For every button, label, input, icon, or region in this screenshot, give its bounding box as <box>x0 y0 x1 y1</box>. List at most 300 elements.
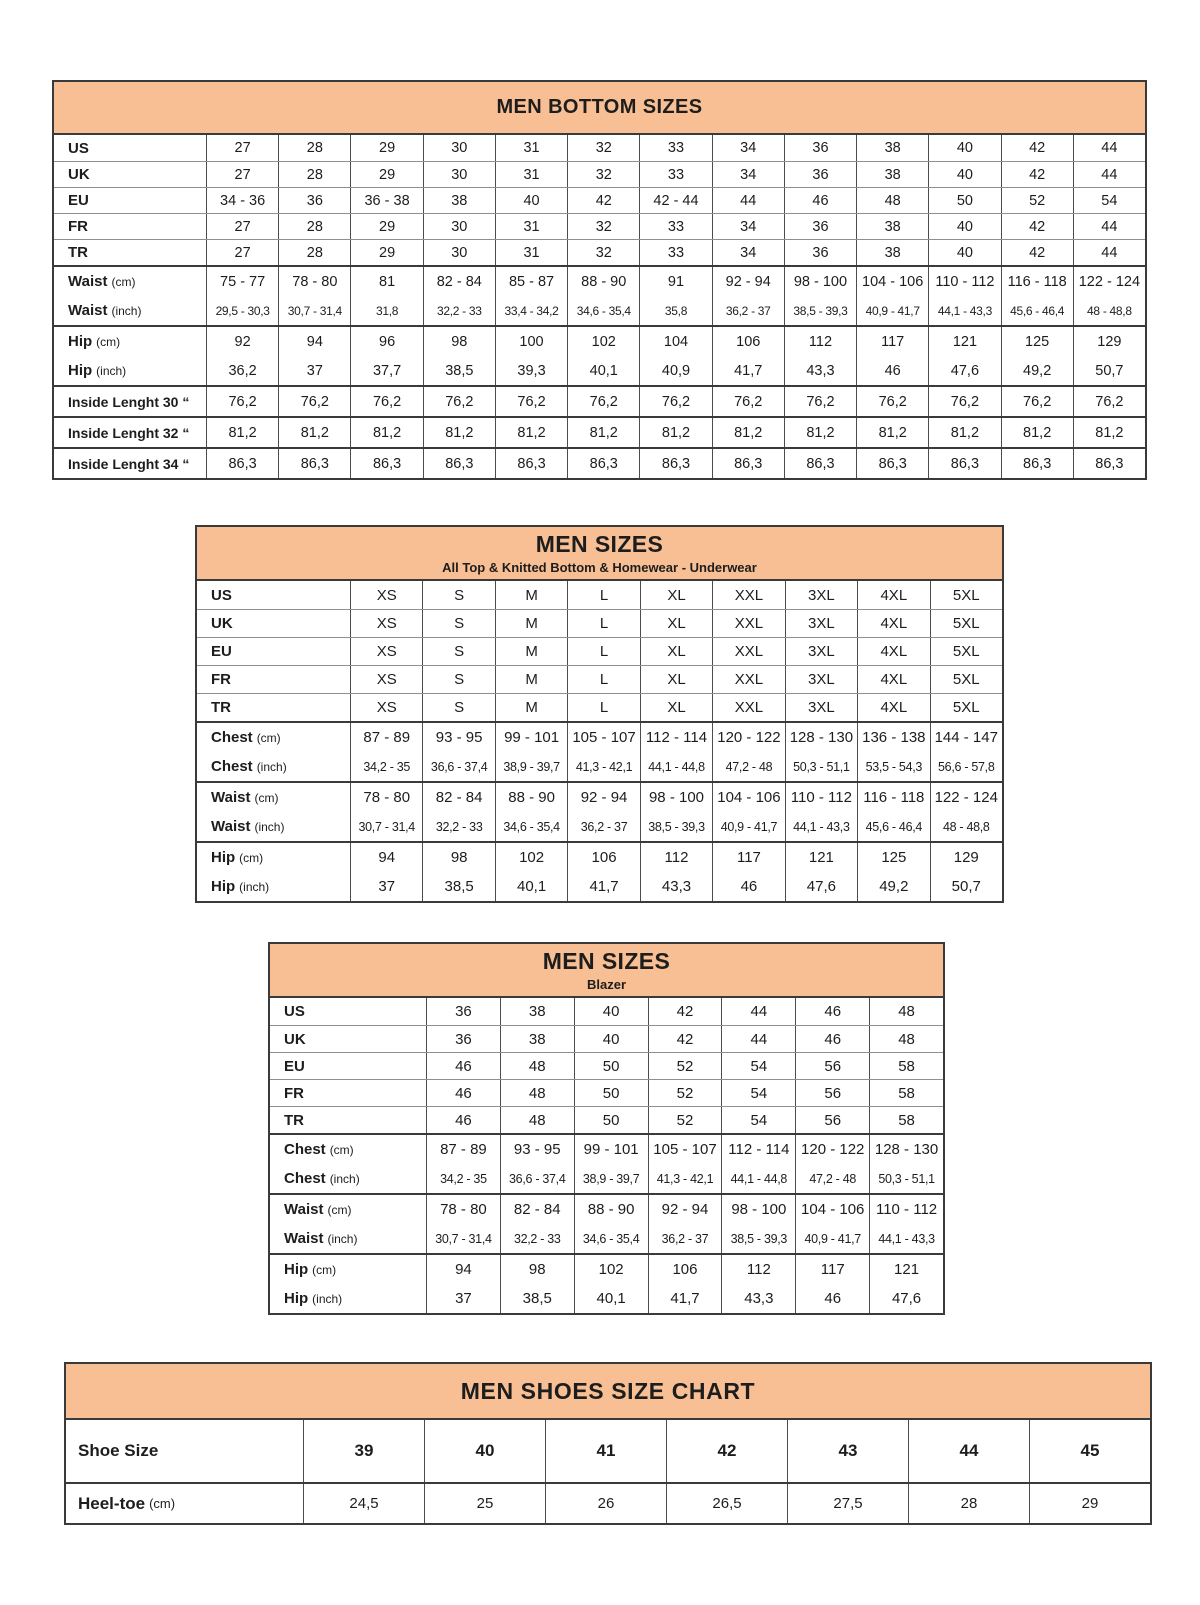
table-cell: 41,7 <box>567 872 639 901</box>
row-label <box>270 1026 426 1052</box>
table-cell: 42 <box>1001 240 1073 265</box>
table-cell: 48 - 48,8 <box>930 812 1002 841</box>
row-label-text: Chest <box>284 1170 326 1187</box>
table-cell: S <box>422 610 494 637</box>
row-label-text: EU <box>284 1057 305 1075</box>
table-cell: 50,7 <box>1073 356 1145 385</box>
table-cell: XS <box>350 610 422 637</box>
table-cell: 47,6 <box>869 1284 943 1313</box>
row-label-text: TR <box>211 699 231 716</box>
table-cell: 104 <box>639 327 711 356</box>
table-cell: 43,3 <box>721 1284 795 1313</box>
table-cell: 40 <box>495 188 567 213</box>
row-label <box>197 872 350 901</box>
table-cell: 30,7 - 31,4 <box>350 812 422 841</box>
row-label <box>54 387 206 416</box>
table-cell: 28 <box>278 135 350 161</box>
table-cell: 44 <box>1073 240 1145 265</box>
table-cell: 36,6 - 37,4 <box>422 752 494 781</box>
table-cell: 33 <box>639 162 711 187</box>
table-row <box>54 327 1145 356</box>
table-cell: 44 <box>1073 214 1145 239</box>
table-cell: 38 <box>500 1026 574 1052</box>
row-label <box>270 1107 426 1133</box>
table-cell: 98 <box>423 327 495 356</box>
table-cell: 31 <box>495 214 567 239</box>
table-cell: 41,3 - 42,1 <box>567 752 639 781</box>
table-cell: 39,3 <box>495 356 567 385</box>
table-cell: 46 <box>784 188 856 213</box>
table-cell: XXL <box>712 638 784 665</box>
table-cell: 50,7 <box>930 872 1002 901</box>
table-cell: M <box>495 610 567 637</box>
table-cell: 88 - 90 <box>495 783 567 812</box>
table-cell: 56,6 - 57,8 <box>930 752 1002 781</box>
row-label-text: Inside Lenght 32 “ <box>68 424 190 441</box>
table-cell: 81,2 <box>278 418 350 447</box>
table-cell: 26 <box>545 1484 666 1523</box>
table-cell: 36,2 - 37 <box>648 1224 722 1253</box>
table-cell: 54 <box>721 1080 795 1106</box>
table-row <box>197 723 1002 752</box>
table-cell: 40 <box>424 1420 545 1482</box>
row-label-unit: (cm) <box>327 1202 352 1217</box>
row-label-text: Chest <box>211 729 253 746</box>
table-cell: 45,6 - 46,4 <box>857 812 929 841</box>
men-bottom-sizes-header <box>54 82 1145 135</box>
table-cell: XL <box>640 666 712 693</box>
table-cell: 42 <box>666 1420 787 1482</box>
table-cell: 44,1 - 43,3 <box>785 812 857 841</box>
table-cell: 34,2 - 35 <box>350 752 422 781</box>
row-label <box>54 135 206 161</box>
table-cell: 47,6 <box>928 356 1000 385</box>
table-cell: 99 - 101 <box>495 723 567 752</box>
table-cell: 58 <box>869 1107 943 1133</box>
table-cell: 75 - 77 <box>206 267 278 296</box>
row-label-text: UK <box>284 1030 306 1048</box>
row-label-text: TR <box>68 244 88 261</box>
table-row <box>270 1025 943 1052</box>
table-cell: 92 <box>206 327 278 356</box>
table-cell: 4XL <box>857 581 929 609</box>
table-row <box>54 161 1145 187</box>
table-cell: 33,4 - 34,2 <box>495 296 567 325</box>
table-cell: 42 <box>648 1026 722 1052</box>
table-cell: M <box>495 581 567 609</box>
table-cell: 3XL <box>785 610 857 637</box>
table-cell: 76,2 <box>495 387 567 416</box>
table-cell: 27 <box>206 135 278 161</box>
men-bottom-sizes-body <box>54 135 1145 478</box>
table-cell: 125 <box>1001 327 1073 356</box>
table-cell: 117 <box>795 1255 869 1284</box>
row-label-unit: (cm) <box>96 334 121 349</box>
table-cell: 48 <box>500 1107 574 1133</box>
table-cell: 30,7 - 31,4 <box>278 296 350 325</box>
row-label <box>270 998 426 1025</box>
table-cell: 98 - 100 <box>640 783 712 812</box>
table-cell: 56 <box>795 1080 869 1106</box>
table-row <box>54 356 1145 385</box>
table-row <box>270 1195 943 1224</box>
row-label-unit: (cm) <box>254 790 279 805</box>
table-section-pair <box>197 781 1002 841</box>
row-label-unit: (cm) <box>329 1142 354 1157</box>
table-row <box>197 783 1002 812</box>
table-cell: 54 <box>721 1107 795 1133</box>
table-cell: 110 - 112 <box>869 1195 943 1224</box>
table-cell: 81,2 <box>350 418 422 447</box>
row-label-text: Hip <box>68 362 93 379</box>
table-cell: 40,9 <box>639 356 711 385</box>
table-row <box>54 418 1145 447</box>
table-cell: 99 - 101 <box>574 1135 648 1164</box>
row-label-unit: (inch) <box>239 879 270 894</box>
table-cell: 81,2 <box>784 418 856 447</box>
table-cell: 82 - 84 <box>500 1195 574 1224</box>
table-cell: 86,3 <box>784 449 856 478</box>
table-cell: 85 - 87 <box>495 267 567 296</box>
table-cell: 34,6 - 35,4 <box>574 1224 648 1253</box>
table-cell: 36 <box>784 214 856 239</box>
table-cell: 49,2 <box>1001 356 1073 385</box>
row-label <box>270 1224 426 1253</box>
table-cell: 144 - 147 <box>930 723 1002 752</box>
table-cell: 29 <box>350 162 422 187</box>
table-cell: 27,5 <box>787 1484 908 1523</box>
table-title: MEN BOTTOM SIZES <box>496 96 703 118</box>
table-cell: 47,2 - 48 <box>712 752 784 781</box>
row-label-text: FR <box>284 1084 304 1102</box>
row-label-text: Shoe Size <box>78 1441 159 1460</box>
table-cell: 81,2 <box>928 418 1000 447</box>
table-cell: 40,1 <box>567 356 639 385</box>
table-cell: 121 <box>869 1255 943 1284</box>
row-label <box>270 1053 426 1079</box>
table-cell: 38 <box>856 135 928 161</box>
table-cell: 38 <box>423 188 495 213</box>
table-cell: 112 - 114 <box>640 723 712 752</box>
table-cell: 5XL <box>930 581 1002 609</box>
table-section-single <box>54 447 1145 478</box>
table-row <box>197 665 1002 693</box>
table-cell: S <box>422 666 494 693</box>
table-cell: 38 <box>856 162 928 187</box>
table-cell: 117 <box>856 327 928 356</box>
row-label-unit: (inch) <box>96 363 127 378</box>
table-cell: 46 <box>426 1107 500 1133</box>
row-label <box>54 267 206 296</box>
table-cell: 44 <box>721 998 795 1025</box>
table-cell: 30,7 - 31,4 <box>426 1224 500 1253</box>
table-cell: 120 - 122 <box>712 723 784 752</box>
table-cell: 54 <box>1073 188 1145 213</box>
table-cell: 48 <box>869 998 943 1025</box>
table-row <box>197 637 1002 665</box>
table-cell: 36,2 - 37 <box>567 812 639 841</box>
table-row <box>270 1052 943 1079</box>
row-label-unit: (cm) <box>111 274 136 289</box>
men-sizes-tops-header <box>197 527 1002 581</box>
table-cell: 112 - 114 <box>721 1135 795 1164</box>
table-cell: 30 <box>423 162 495 187</box>
table-cell: 100 <box>495 327 567 356</box>
table-cell: 106 <box>648 1255 722 1284</box>
table-cell: 112 <box>640 843 712 872</box>
table-cell: 49,2 <box>857 872 929 901</box>
table-section-pair <box>197 721 1002 781</box>
table-cell: 32,2 - 33 <box>500 1224 574 1253</box>
table-row <box>270 1079 943 1106</box>
table-cell: 42 <box>567 188 639 213</box>
table-cell: 38,9 - 39,7 <box>574 1164 648 1193</box>
row-label <box>270 1135 426 1164</box>
table-cell: 5XL <box>930 694 1002 721</box>
table-cell: 94 <box>426 1255 500 1284</box>
table-cell: 29 <box>350 240 422 265</box>
table-cell: 42 <box>1001 162 1073 187</box>
table-cell: 42 <box>1001 135 1073 161</box>
table-cell: 30 <box>423 214 495 239</box>
table-cell: 31 <box>495 135 567 161</box>
table-cell: 40 <box>928 162 1000 187</box>
table-cell: 50 <box>574 1107 648 1133</box>
table-cell: 86,3 <box>1073 449 1145 478</box>
table-cell: 40 <box>928 240 1000 265</box>
table-subtitle: All Top & Knitted Bottom & Homewear - Underwear <box>442 560 757 575</box>
table-cell: 76,2 <box>350 387 422 416</box>
table-cell: 122 - 124 <box>1073 267 1145 296</box>
table-row <box>270 1255 943 1284</box>
table-cell: 76,2 <box>928 387 1000 416</box>
table-cell: 78 - 80 <box>350 783 422 812</box>
table-cell: 81,2 <box>712 418 784 447</box>
men-sizes-blazer-table <box>268 942 945 1315</box>
table-cell: XXL <box>712 666 784 693</box>
table-section-pair <box>54 325 1145 385</box>
table-cell: 93 - 95 <box>422 723 494 752</box>
table-cell: XXL <box>712 610 784 637</box>
table-cell: 40,9 - 41,7 <box>856 296 928 325</box>
table-row <box>66 1420 1150 1482</box>
row-label <box>54 296 206 325</box>
table-cell: 28 <box>278 214 350 239</box>
table-cell: 120 - 122 <box>795 1135 869 1164</box>
table-cell: 34,6 - 35,4 <box>495 812 567 841</box>
table-row <box>197 872 1002 901</box>
table-cell: 38,5 - 39,3 <box>640 812 712 841</box>
table-row <box>197 812 1002 841</box>
table-cell: 48 <box>856 188 928 213</box>
table-cell: 46 <box>795 1284 869 1313</box>
table-cell: 110 - 112 <box>785 783 857 812</box>
table-cell: 86,3 <box>856 449 928 478</box>
table-cell: 129 <box>930 843 1002 872</box>
table-cell: 56 <box>795 1053 869 1079</box>
table-row <box>270 1106 943 1133</box>
table-cell: 86,3 <box>928 449 1000 478</box>
table-cell: 38,5 - 39,3 <box>721 1224 795 1253</box>
table-cell: 38 <box>856 240 928 265</box>
table-cell: 116 - 118 <box>857 783 929 812</box>
table-cell: 88 - 90 <box>567 267 639 296</box>
table-cell: 52 <box>648 1107 722 1133</box>
table-cell: 31 <box>495 240 567 265</box>
table-cell: 38,5 - 39,3 <box>784 296 856 325</box>
table-cell: 4XL <box>857 694 929 721</box>
table-cell: 36,2 - 37 <box>712 296 784 325</box>
row-label <box>270 1284 426 1313</box>
table-cell: 121 <box>785 843 857 872</box>
row-label-text: EU <box>211 643 232 660</box>
table-cell: 52 <box>648 1080 722 1106</box>
men-shoes-size-chart-table <box>64 1362 1152 1525</box>
row-label-text: Hip <box>284 1290 309 1307</box>
table-cell: 78 - 80 <box>278 267 350 296</box>
table-cell: 42 <box>1001 214 1073 239</box>
table-section-sizes <box>54 135 1145 265</box>
table-row <box>197 609 1002 637</box>
table-cell: 45,6 - 46,4 <box>1001 296 1073 325</box>
table-cell: 122 - 124 <box>930 783 1002 812</box>
table-cell: 34,2 - 35 <box>426 1164 500 1193</box>
table-section-sizes <box>66 1420 1150 1482</box>
table-cell: 98 <box>422 843 494 872</box>
table-cell: 44 <box>1073 135 1145 161</box>
table-cell: 110 - 112 <box>928 267 1000 296</box>
table-cell: 32 <box>567 135 639 161</box>
table-cell: 29,5 - 30,3 <box>206 296 278 325</box>
table-row <box>54 387 1145 416</box>
table-cell: 41,3 - 42,1 <box>648 1164 722 1193</box>
table-cell: 102 <box>495 843 567 872</box>
row-label-unit: (inch) <box>312 1291 343 1306</box>
table-section-sizes <box>197 581 1002 721</box>
row-label <box>197 694 350 721</box>
table-cell: 46 <box>426 1053 500 1079</box>
row-label-text: Hip <box>68 333 93 350</box>
table-cell: 44 <box>712 188 784 213</box>
table-cell: 29 <box>1029 1484 1150 1523</box>
table-cell: 50 <box>574 1053 648 1079</box>
table-cell: 44,1 - 44,8 <box>721 1164 795 1193</box>
row-label-text: Waist <box>68 302 108 319</box>
table-row <box>197 752 1002 781</box>
table-cell: 38 <box>856 214 928 239</box>
table-cell: 46 <box>856 356 928 385</box>
table-cell: M <box>495 694 567 721</box>
table-cell: 136 - 138 <box>857 723 929 752</box>
table-cell: 121 <box>928 327 1000 356</box>
men-bottom-sizes-table <box>52 80 1147 480</box>
row-label <box>54 188 206 213</box>
table-cell: 86,3 <box>278 449 350 478</box>
table-cell: 76,2 <box>639 387 711 416</box>
table-cell: 81,2 <box>495 418 567 447</box>
row-label-text: FR <box>211 671 231 688</box>
table-section-single <box>54 385 1145 416</box>
row-label-text: Waist <box>211 818 251 835</box>
row-label-text: Waist <box>284 1230 324 1247</box>
table-cell: 76,2 <box>856 387 928 416</box>
table-title: MEN SIZES <box>542 948 671 974</box>
table-cell: L <box>567 581 639 609</box>
men-shoes-size-chart-body <box>66 1420 1150 1523</box>
table-cell: 86,3 <box>423 449 495 478</box>
table-cell: 81 <box>350 267 422 296</box>
row-label <box>54 418 206 447</box>
table-cell: S <box>422 638 494 665</box>
table-cell: 31 <box>495 162 567 187</box>
table-cell: 50 <box>928 188 1000 213</box>
table-row <box>270 1164 943 1193</box>
table-cell: 28 <box>278 162 350 187</box>
table-cell: 38,5 <box>423 356 495 385</box>
table-cell: 30 <box>423 135 495 161</box>
table-cell: 105 - 107 <box>648 1135 722 1164</box>
table-cell: XXL <box>712 694 784 721</box>
table-cell: 44,1 - 43,3 <box>928 296 1000 325</box>
table-cell: 81,2 <box>639 418 711 447</box>
table-cell: 98 - 100 <box>721 1195 795 1224</box>
table-cell: 76,2 <box>712 387 784 416</box>
table-cell: 104 - 106 <box>856 267 928 296</box>
table-cell: 52 <box>1001 188 1073 213</box>
table-subtitle: Blazer <box>586 977 627 992</box>
table-cell: 86,3 <box>712 449 784 478</box>
table-row <box>197 843 1002 872</box>
table-cell: 34 <box>712 240 784 265</box>
table-cell: 56 <box>795 1107 869 1133</box>
table-cell: 3XL <box>785 581 857 609</box>
table-cell: 76,2 <box>1073 387 1145 416</box>
table-cell: XS <box>350 666 422 693</box>
row-label <box>197 783 350 812</box>
table-title: MEN SHOES SIZE CHART <box>460 1377 756 1404</box>
table-cell: 93 - 95 <box>500 1135 574 1164</box>
table-cell: 128 - 130 <box>869 1135 943 1164</box>
row-label-text: EU <box>68 192 89 209</box>
table-cell: L <box>567 666 639 693</box>
row-label-unit: (cm) <box>256 730 281 745</box>
row-label-unit: (inch) <box>329 1171 360 1186</box>
table-section-sizes <box>270 998 943 1133</box>
row-label <box>197 666 350 693</box>
row-label <box>54 356 206 385</box>
table-cell: 43,3 <box>640 872 712 901</box>
table-cell: 48 <box>500 1080 574 1106</box>
table-cell: 39 <box>303 1420 424 1482</box>
table-cell: 27 <box>206 162 278 187</box>
table-cell: 116 - 118 <box>1001 267 1073 296</box>
table-cell: 91 <box>639 267 711 296</box>
table-cell: 96 <box>350 327 422 356</box>
table-section-single <box>66 1482 1150 1523</box>
table-cell: 42 <box>648 998 722 1025</box>
table-cell: XS <box>350 638 422 665</box>
row-label <box>197 610 350 637</box>
table-cell: XL <box>640 610 712 637</box>
table-cell: M <box>495 666 567 693</box>
row-label-text: Waist <box>284 1201 324 1218</box>
row-label-text: Heel-toe <box>78 1493 146 1513</box>
table-cell: 41,7 <box>712 356 784 385</box>
table-section-pair <box>270 1133 943 1193</box>
row-label <box>66 1420 303 1482</box>
table-cell: 36,2 <box>206 356 278 385</box>
table-cell: 40 <box>928 214 1000 239</box>
